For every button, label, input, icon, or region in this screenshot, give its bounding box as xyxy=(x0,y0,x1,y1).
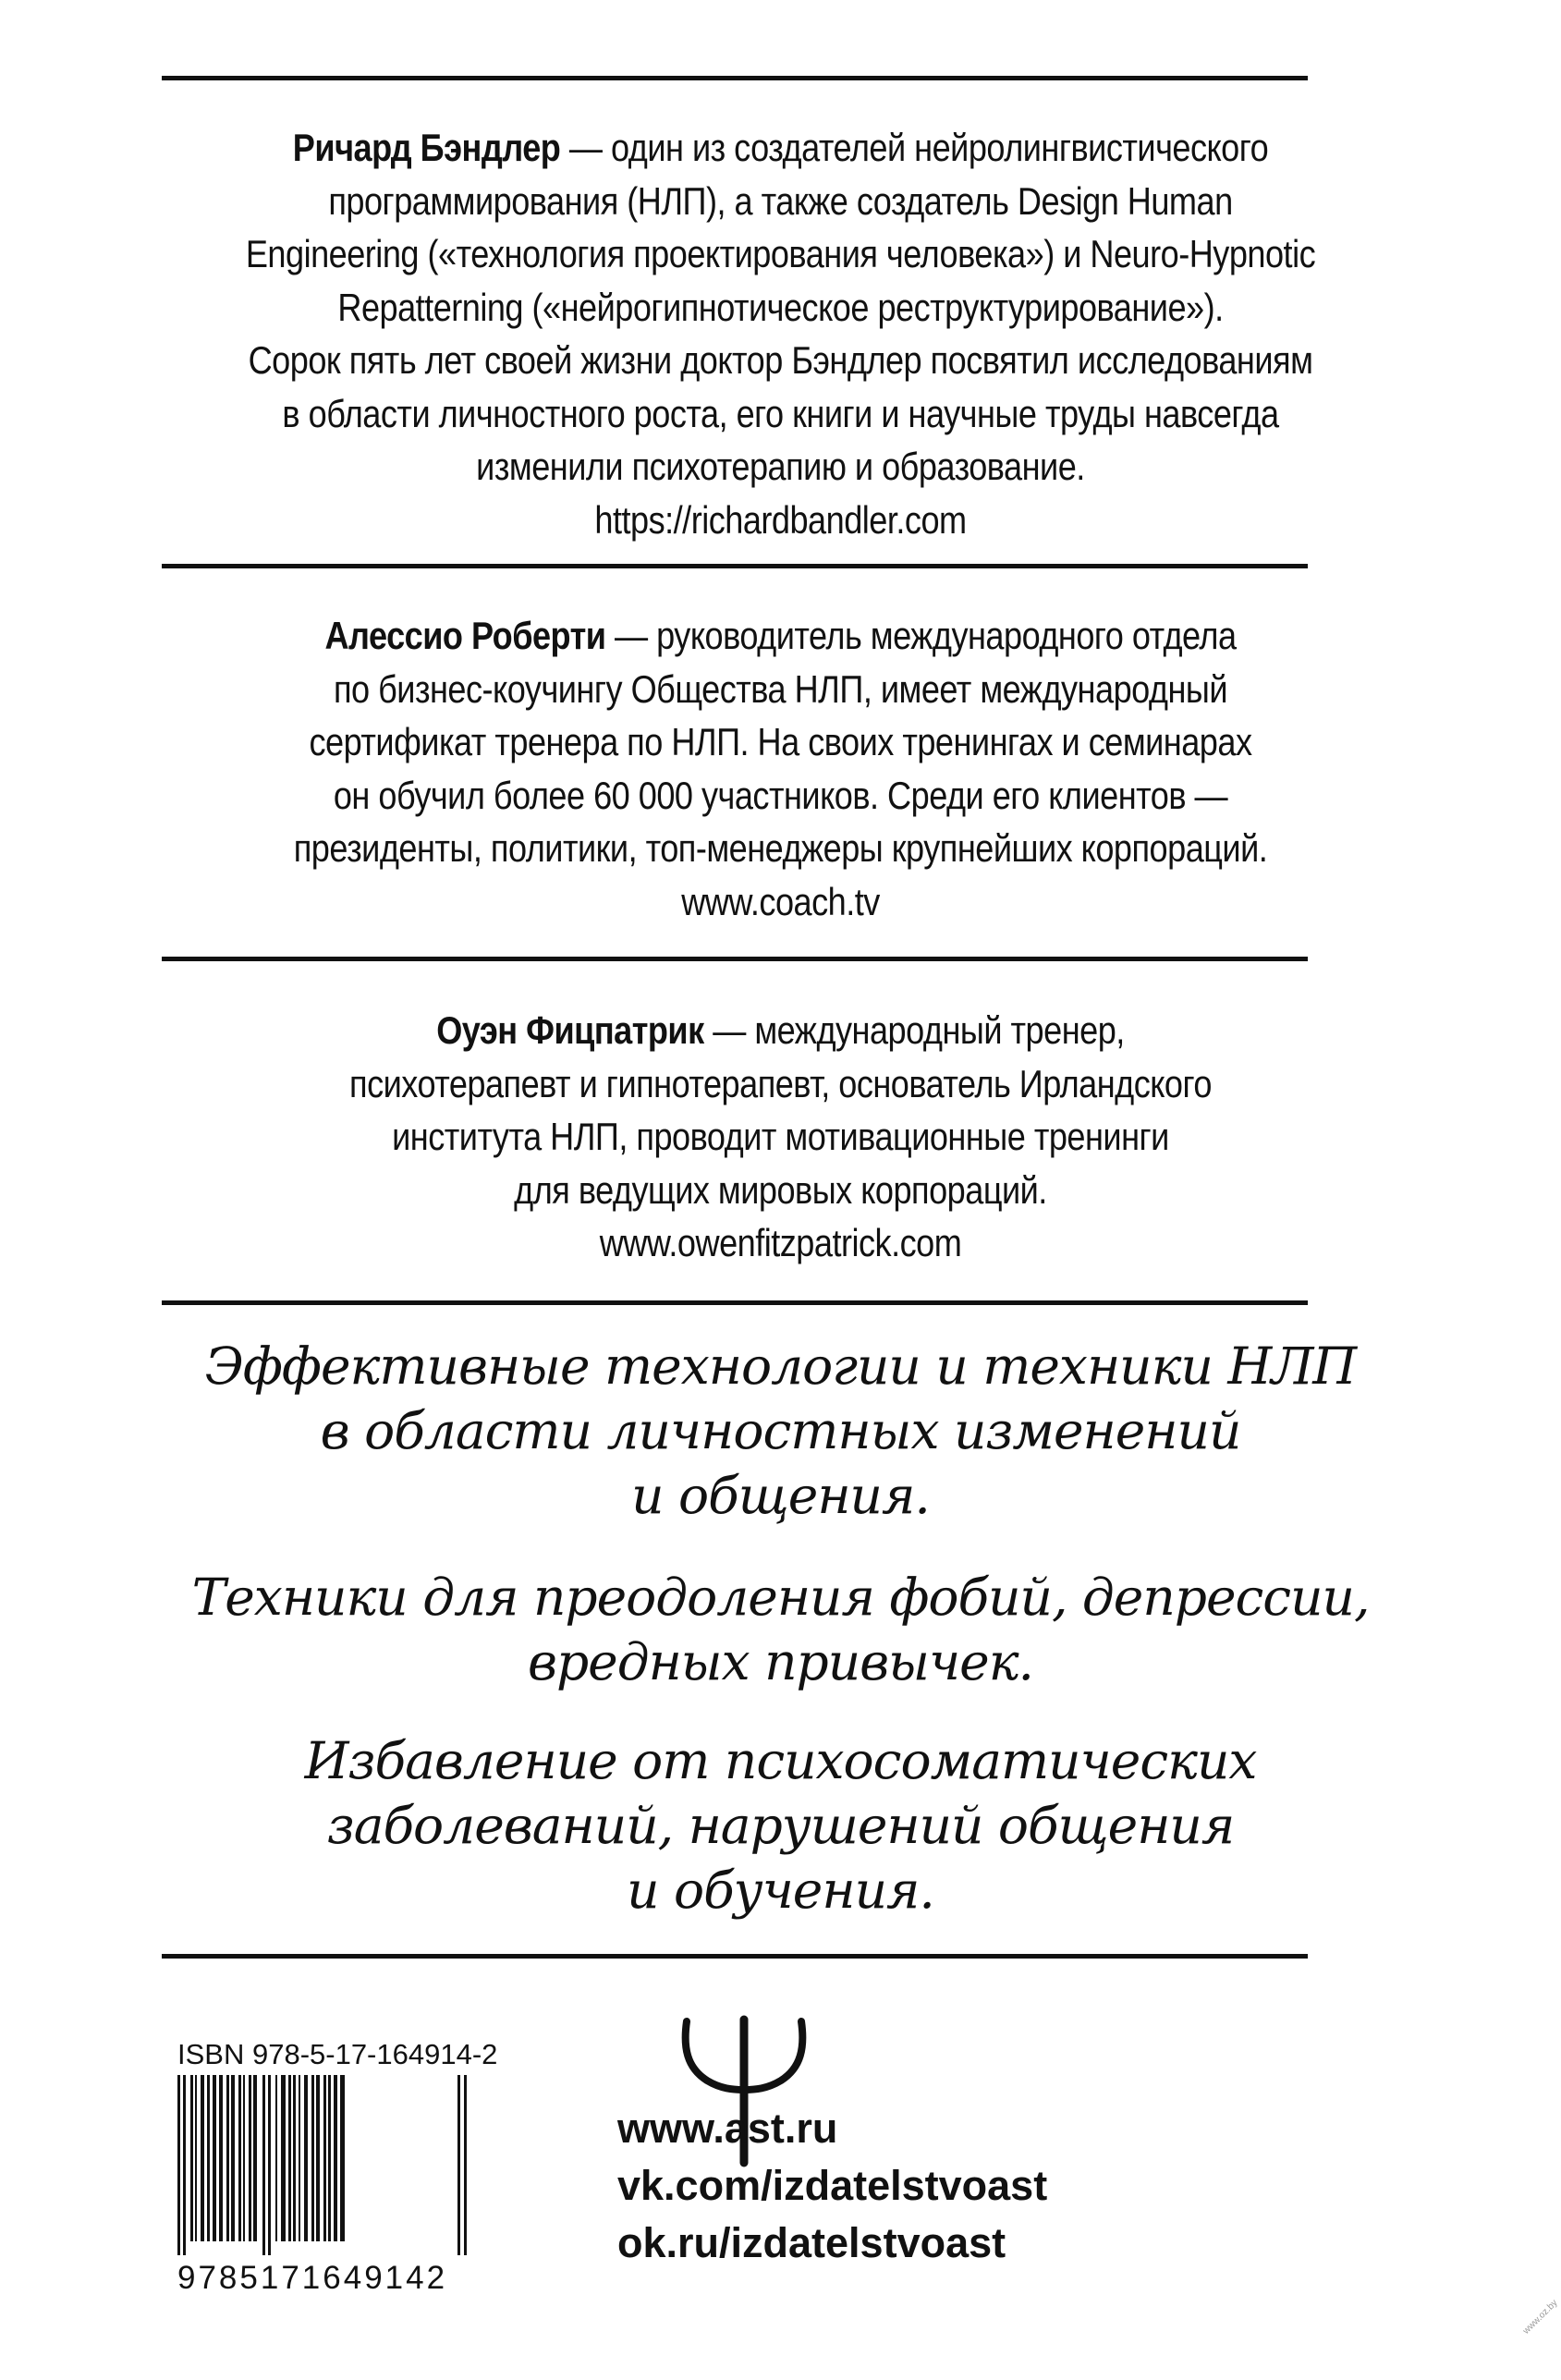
bio-line: программирования (НЛП), а также создатель Design Human xyxy=(328,178,1233,223)
barcode-bar xyxy=(207,2075,210,2241)
bio-line: он обучил более 60 000 участников. Среди его клиентов — xyxy=(333,773,1228,817)
barcode-bar xyxy=(201,2075,204,2241)
blurb-line: Эффективные технологии и техники НЛП xyxy=(204,1336,1357,1396)
barcode-bar xyxy=(213,2075,216,2241)
bio-first-line: Оуэн Фицпатрик — международный тренер, xyxy=(436,1008,1125,1052)
barcode-bar xyxy=(464,2075,467,2255)
barcode-bar xyxy=(281,2075,286,2241)
barcode-bar xyxy=(299,2075,300,2241)
barcode-bar xyxy=(311,2075,314,2241)
bio-line: Сорок пять лет своей жизни доктор Бэндлер посвятил исследованиям xyxy=(248,338,1313,382)
divider-rule xyxy=(162,1300,1308,1305)
barcode-bar xyxy=(243,2075,245,2241)
publisher-link[interactable]: ok.ru/izdatelstvoast xyxy=(617,2219,1006,2266)
author-name: Оуэн Фицпатрик xyxy=(436,1008,704,1052)
author-bio-bandler xyxy=(133,121,1428,546)
barcode-digits: 9785171649142 xyxy=(177,2260,448,2296)
blurb-line: Избавление от психосоматических xyxy=(304,1731,1257,1790)
publisher-links xyxy=(617,2100,1047,2272)
bio-first-line: Ричард Бэндлер — один из создателей нейролингвистического xyxy=(292,126,1269,169)
blurb-line: и общения. xyxy=(631,1466,930,1525)
divider-rule xyxy=(162,957,1308,961)
bio-line: Repatterning («нейрогипнотическое реструктурирование»). xyxy=(337,285,1224,329)
barcode-bar xyxy=(219,2075,223,2241)
barcode-bar xyxy=(457,2075,460,2255)
publisher-link[interactable]: www.ast.ru xyxy=(617,2105,838,2152)
barcode xyxy=(176,2075,473,2255)
barcode-bar xyxy=(275,2075,277,2241)
barcode-bar xyxy=(231,2075,235,2241)
barcode-bar xyxy=(328,2075,331,2241)
blurb-line: заболеваний, нарушений общения xyxy=(326,1796,1235,1855)
bio-line: сертификат тренера по НЛП. На своих тренингах и семинарах xyxy=(309,720,1252,763)
barcode-bar xyxy=(323,2075,326,2241)
bio-line: института НЛП, проводит мотивационные тренинги xyxy=(392,1115,1169,1158)
barcode-bar xyxy=(340,2075,345,2241)
barcode-bar xyxy=(268,2075,271,2255)
blurb-nlp-techniques xyxy=(0,1334,1561,1528)
bio-line: для ведущих мировых корпораций. xyxy=(514,1167,1047,1212)
bio-line: президенты, политики, топ-менеджеры крупнейших корпораций. xyxy=(293,826,1268,870)
barcode-bar xyxy=(183,2075,186,2255)
blurb-psychosomatic xyxy=(0,1728,1561,1922)
bio-line: по бизнес-коучингу Общества НЛП, имеет международный xyxy=(333,666,1228,711)
divider-rule xyxy=(162,1954,1308,1959)
blurb-line: вредных привычек. xyxy=(527,1632,1034,1691)
blurb-line: и обучения. xyxy=(627,1861,934,1920)
bio-first-line: Алессио Роберти — руководитель международного отдела xyxy=(324,614,1237,657)
bio-line: изменили психотерапию и образование. xyxy=(476,445,1085,488)
author-url[interactable]: www.coach.tv xyxy=(681,879,880,923)
barcode-bar xyxy=(262,2075,265,2255)
author-url[interactable]: https://richardbandler.com xyxy=(594,497,967,542)
bio-line: психотерапевт и гипнотерапевт, основатель Ирландского xyxy=(349,1061,1212,1105)
barcode-bar xyxy=(253,2075,257,2241)
author-name: Ричард Бэндлер xyxy=(292,126,561,169)
barcode-bar xyxy=(288,2075,291,2241)
blurb-line: Техники для преодоления фобий, депрессии, xyxy=(191,1568,1370,1627)
barcode-bar xyxy=(238,2075,241,2241)
barcode-bar xyxy=(304,2075,308,2241)
author-name: Алессио Роберти xyxy=(324,614,606,657)
barcode-bar xyxy=(177,2075,180,2255)
barcode-bar xyxy=(334,2075,337,2241)
blurb-phobias xyxy=(0,1565,1561,1694)
barcode-bar xyxy=(195,2075,197,2241)
barcode-bar xyxy=(316,2075,320,2241)
barcode-bar xyxy=(249,2075,251,2241)
author-bio-fitzpatrick xyxy=(133,1004,1428,1270)
bio-line: Engineering («технология проектирования человека») и Neuro-Hypnotic xyxy=(245,232,1316,275)
divider-rule xyxy=(162,76,1308,80)
barcode-bar xyxy=(293,2075,296,2241)
author-url[interactable]: www.owenfitzpatrick.com xyxy=(599,1221,962,1264)
blurb-line: в области личностных изменений xyxy=(320,1401,1241,1460)
divider-rule xyxy=(162,564,1308,568)
author-bio-roberti xyxy=(133,609,1428,928)
publisher-link[interactable]: vk.com/izdatelstvoast xyxy=(617,2162,1048,2209)
bio-line: в области личностного роста, его книги и научные труды навсегда xyxy=(282,391,1279,435)
barcode-bar xyxy=(190,2075,193,2241)
isbn-label: ISBN 978-5-17-164914-2 xyxy=(177,2038,498,2070)
watermark: www.oz.by xyxy=(1521,2298,1560,2337)
barcode-bar xyxy=(226,2075,229,2241)
